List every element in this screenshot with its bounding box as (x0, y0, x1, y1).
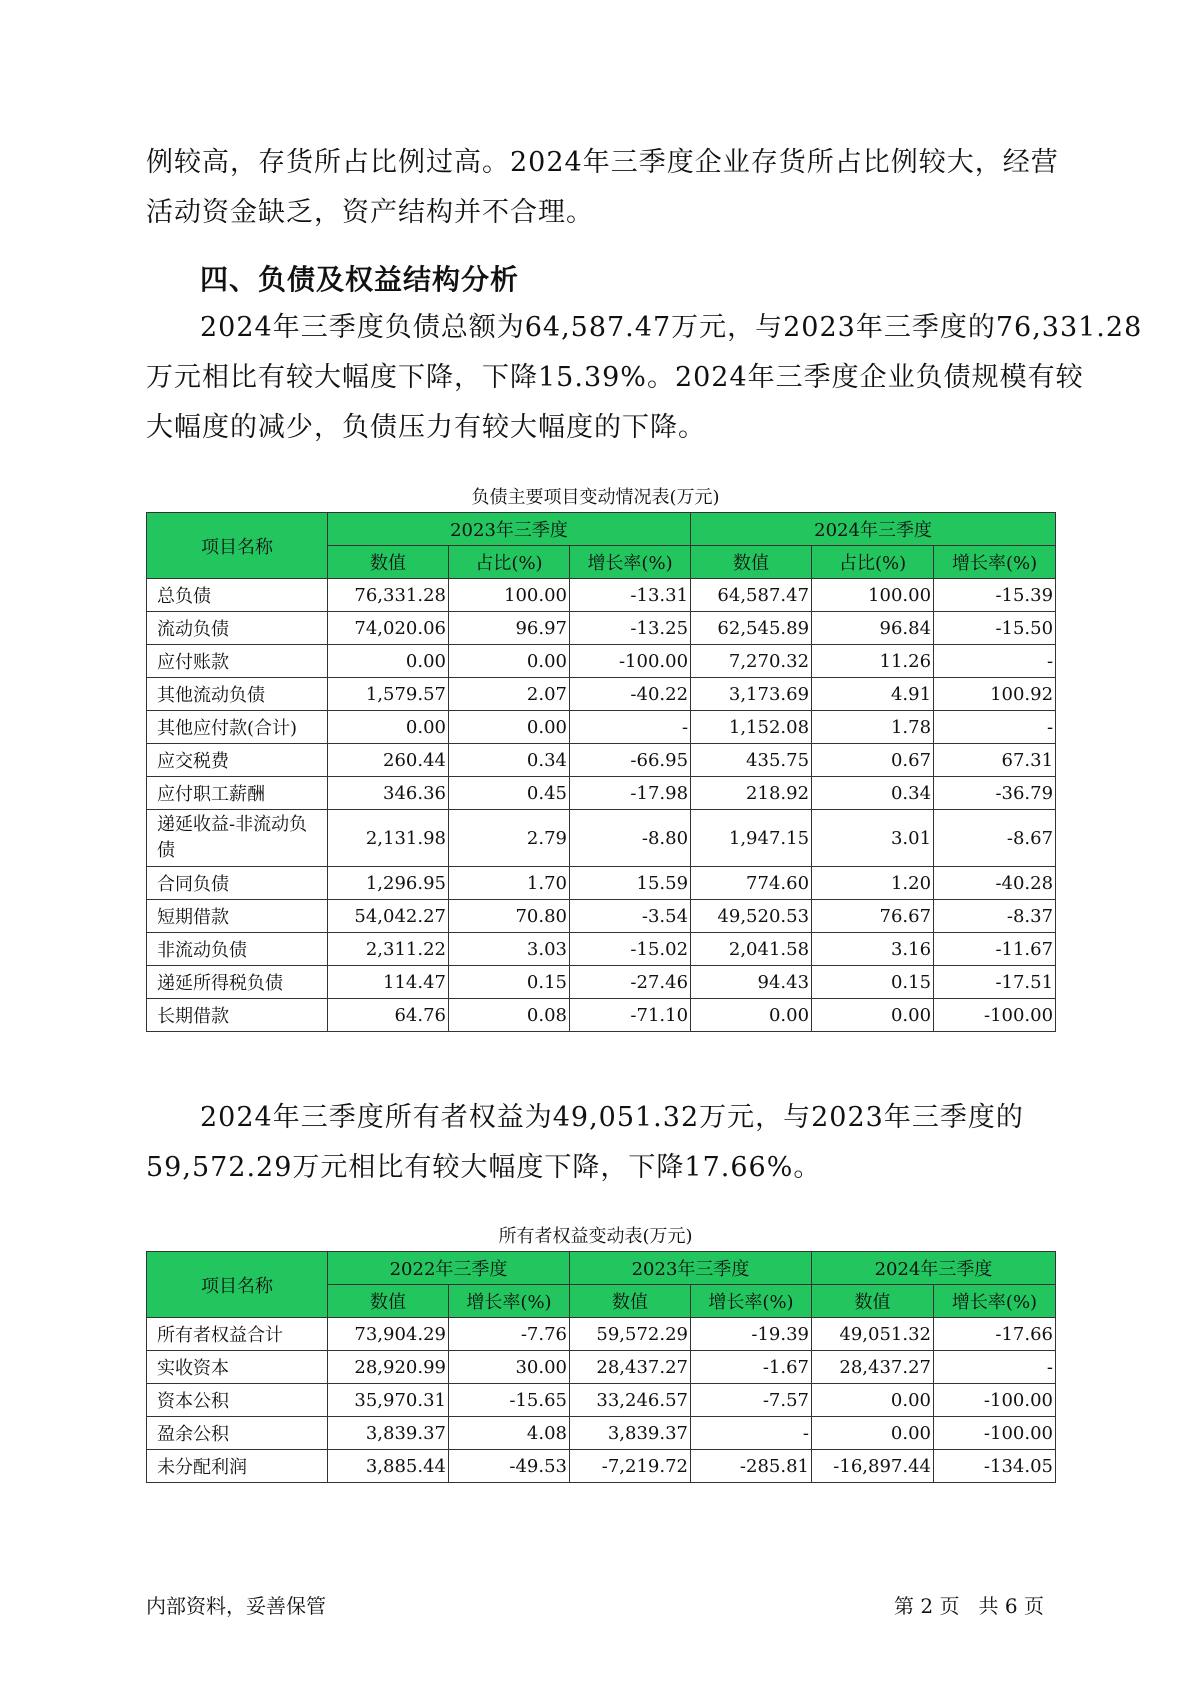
table-cell: 3,839.37 (570, 1417, 691, 1450)
section-heading: 四、负债及权益结构分析 (200, 263, 520, 296)
column-header: 占比(%) (812, 546, 934, 579)
table-cell: -7.76 (449, 1318, 570, 1351)
paragraph-liability-summary (146, 303, 1143, 453)
liabilities-table (146, 512, 1056, 1032)
table-cell: 0.15 (812, 966, 934, 999)
table-cell: 28,437.27 (570, 1351, 691, 1384)
table-cell: 0.00 (812, 999, 934, 1032)
table-cell: 3,173.69 (691, 678, 812, 711)
footer-confidential-note: 内部资料，妥善保管 (146, 1594, 326, 1618)
row-label: 其他应付款(合计) (147, 711, 328, 744)
table-cell: -285.81 (691, 1450, 812, 1483)
text-line: 万元相比有较大幅度下降，下降15.39%。2024年三季度企业负债规模有较 (146, 362, 1084, 393)
row-label: 应交税费 (147, 744, 328, 777)
table-cell: 35,970.31 (328, 1384, 449, 1417)
group-header: 2024年三季度 (812, 1252, 1056, 1285)
table-cell: 2.07 (449, 678, 570, 711)
row-label: 其他流动负债 (147, 678, 328, 711)
table-cell: -27.46 (570, 966, 691, 999)
table-cell: 0.15 (449, 966, 570, 999)
table-cell: 49,520.53 (691, 900, 812, 933)
row-label: 递延收益-非流动负债 (147, 810, 328, 867)
table-row (147, 1351, 1056, 1384)
row-label: 非流动负债 (147, 933, 328, 966)
table-row (147, 711, 1056, 744)
table-cell: -7,219.72 (570, 1450, 691, 1483)
table-cell: 114.47 (328, 966, 449, 999)
table-row (147, 579, 1056, 612)
group-header: 2024年三季度 (691, 513, 1056, 546)
table-cell: -7.57 (691, 1384, 812, 1417)
table-cell: 100.00 (449, 579, 570, 612)
text-line: 大幅度的减少，负债压力有较大幅度的下降。 (146, 412, 706, 443)
page-number: 第 2 页 共 6 页 (894, 1594, 1044, 1618)
row-label: 实收资本 (147, 1351, 328, 1384)
table-cell: 0.67 (812, 744, 934, 777)
column-header: 增长率(%) (449, 1285, 570, 1318)
table-row (147, 678, 1056, 711)
table-cell: -100.00 (934, 999, 1056, 1032)
equity-table-body (147, 1318, 1056, 1483)
table-cell: 3.01 (812, 810, 934, 867)
table-cell: 260.44 (328, 744, 449, 777)
table-caption-equity: 所有者权益变动表(万元) (498, 1226, 693, 1247)
table-cell: 0.00 (449, 711, 570, 744)
column-header: 数值 (691, 546, 812, 579)
table-cell: 1.78 (812, 711, 934, 744)
item-name-header: 项目名称 (147, 1252, 328, 1318)
equity-table (146, 1251, 1056, 1483)
liabilities-table-body (147, 579, 1056, 1032)
row-label: 流动负债 (147, 612, 328, 645)
row-label: 递延所得税负债 (147, 966, 328, 999)
table-row (147, 1450, 1056, 1483)
table-cell: -66.95 (570, 744, 691, 777)
table-cell: - (570, 711, 691, 744)
table-cell: 76.67 (812, 900, 934, 933)
table-cell: 0.08 (449, 999, 570, 1032)
table-cell: -17.66 (934, 1318, 1056, 1351)
table-cell: -15.50 (934, 612, 1056, 645)
table-row (147, 966, 1056, 999)
table-cell: 15.59 (570, 867, 691, 900)
table-row (147, 810, 1056, 867)
table-cell: 73,904.29 (328, 1318, 449, 1351)
table-cell: 0.34 (812, 777, 934, 810)
table-cell: 0.00 (691, 999, 812, 1032)
column-header: 数值 (328, 546, 449, 579)
column-header: 数值 (328, 1285, 449, 1318)
table-row (147, 900, 1056, 933)
table-row (147, 1384, 1056, 1417)
table-cell: 28,437.27 (812, 1351, 934, 1384)
row-label: 盈余公积 (147, 1417, 328, 1450)
column-header: 数值 (570, 1285, 691, 1318)
table-cell: -8.67 (934, 810, 1056, 867)
column-header: 增长率(%) (934, 1285, 1056, 1318)
table-cell: - (934, 645, 1056, 678)
table-cell: - (934, 1351, 1056, 1384)
group-header: 2022年三季度 (328, 1252, 570, 1285)
table-cell: 2,311.22 (328, 933, 449, 966)
row-label: 资本公积 (147, 1384, 328, 1417)
paragraph-equity-summary (146, 1093, 1046, 1193)
table-cell: 3.03 (449, 933, 570, 966)
paragraph-asset-structure (146, 138, 1059, 238)
table-cell: 4.91 (812, 678, 934, 711)
table-cell: 346.36 (328, 777, 449, 810)
table-cell: -15.02 (570, 933, 691, 966)
table-cell: 0.45 (449, 777, 570, 810)
table-row (147, 744, 1056, 777)
table-cell: 100.00 (812, 579, 934, 612)
table-cell: -17.51 (934, 966, 1056, 999)
text-line: 2024年三季度负债总额为64,587.47万元，与2023年三季度的76,331.28 (200, 312, 1143, 343)
table-cell: 0.00 (812, 1384, 934, 1417)
table-cell: -13.25 (570, 612, 691, 645)
table-cell: -11.67 (934, 933, 1056, 966)
column-header: 数值 (812, 1285, 934, 1318)
table-cell: 1,579.57 (328, 678, 449, 711)
table-cell: 7,270.32 (691, 645, 812, 678)
table-cell: 218.92 (691, 777, 812, 810)
table-cell: 62,545.89 (691, 612, 812, 645)
table-row (147, 933, 1056, 966)
table-cell: -16,897.44 (812, 1450, 934, 1483)
table-cell: 3.16 (812, 933, 934, 966)
table-cell: 0.00 (328, 645, 449, 678)
table-cell: 774.60 (691, 867, 812, 900)
table-cell: -13.31 (570, 579, 691, 612)
text-line: 59,572.29万元相比有较大幅度下降，下降17.66%。 (146, 1152, 822, 1183)
table-cell: 54,042.27 (328, 900, 449, 933)
table-row (147, 867, 1056, 900)
table-cell: 67.31 (934, 744, 1056, 777)
table-cell: -40.22 (570, 678, 691, 711)
text-line: 例较高，存货所占比例过高。2024年三季度企业存货所占比例较大，经营 (146, 147, 1059, 178)
row-label: 未分配利润 (147, 1450, 328, 1483)
row-label: 短期借款 (147, 900, 328, 933)
table-cell: 2,131.98 (328, 810, 449, 867)
table-cell: 1.20 (812, 867, 934, 900)
table-cell: -40.28 (934, 867, 1056, 900)
table-cell: - (691, 1417, 812, 1450)
row-label: 合同负债 (147, 867, 328, 900)
table-cell: 70.80 (449, 900, 570, 933)
group-header: 2023年三季度 (328, 513, 691, 546)
row-label: 长期借款 (147, 999, 328, 1032)
table-cell: 30.00 (449, 1351, 570, 1384)
table-cell: 0.34 (449, 744, 570, 777)
table-cell: 435.75 (691, 744, 812, 777)
table-cell: 0.00 (449, 645, 570, 678)
table-row (147, 645, 1056, 678)
group-header: 2023年三季度 (570, 1252, 812, 1285)
text-line: 2024年三季度所有者权益为49,051.32万元，与2023年三季度的 (200, 1102, 1024, 1133)
table-cell: 0.00 (812, 1417, 934, 1450)
table-cell: 100.92 (934, 678, 1056, 711)
column-header: 增长率(%) (691, 1285, 812, 1318)
table-cell: 4.08 (449, 1417, 570, 1450)
table-cell: 64,587.47 (691, 579, 812, 612)
table-cell: -100.00 (934, 1417, 1056, 1450)
table-cell: -15.39 (934, 579, 1056, 612)
column-header: 占比(%) (449, 546, 570, 579)
table-cell: - (934, 711, 1056, 744)
table-cell: 3,839.37 (328, 1417, 449, 1450)
table-cell: 96.97 (449, 612, 570, 645)
table-cell: 59,572.29 (570, 1318, 691, 1351)
table-cell: -1.67 (691, 1351, 812, 1384)
table-cell: -8.80 (570, 810, 691, 867)
table-cell: -71.10 (570, 999, 691, 1032)
row-label: 总负债 (147, 579, 328, 612)
row-label: 应付职工薪酬 (147, 777, 328, 810)
table-cell: 74,020.06 (328, 612, 449, 645)
table-cell: 28,920.99 (328, 1351, 449, 1384)
table-cell: 49,051.32 (812, 1318, 934, 1351)
table-cell: 33,246.57 (570, 1384, 691, 1417)
table-caption-liabilities: 负债主要项目变动情况表(万元) (471, 487, 720, 508)
table-cell: 1,152.08 (691, 711, 812, 744)
table-cell: 0.00 (328, 711, 449, 744)
table-cell: 94.43 (691, 966, 812, 999)
table-row (147, 1417, 1056, 1450)
table-cell: 1,296.95 (328, 867, 449, 900)
table-cell: -15.65 (449, 1384, 570, 1417)
row-label: 应付账款 (147, 645, 328, 678)
table-row (147, 999, 1056, 1032)
row-label: 所有者权益合计 (147, 1318, 328, 1351)
table-cell: -100.00 (570, 645, 691, 678)
column-header: 增长率(%) (934, 546, 1056, 579)
table-cell: 64.76 (328, 999, 449, 1032)
table-cell: 96.84 (812, 612, 934, 645)
table-cell: 1.70 (449, 867, 570, 900)
table-cell: 3,885.44 (328, 1450, 449, 1483)
table-cell: 76,331.28 (328, 579, 449, 612)
text-line: 活动资金缺乏，资产结构并不合理。 (146, 197, 594, 228)
table-cell: 2.79 (449, 810, 570, 867)
table-cell: -100.00 (934, 1384, 1056, 1417)
table-cell: 11.26 (812, 645, 934, 678)
table-row (147, 612, 1056, 645)
table-row (147, 1318, 1056, 1351)
item-name-header: 项目名称 (147, 513, 328, 579)
table-cell: -8.37 (934, 900, 1056, 933)
table-cell: -19.39 (691, 1318, 812, 1351)
table-cell: 2,041.58 (691, 933, 812, 966)
table-row (147, 777, 1056, 810)
table-cell: -134.05 (934, 1450, 1056, 1483)
column-header: 增长率(%) (570, 546, 691, 579)
table-cell: -17.98 (570, 777, 691, 810)
table-cell: -36.79 (934, 777, 1056, 810)
table-cell: -3.54 (570, 900, 691, 933)
table-cell: 1,947.15 (691, 810, 812, 867)
table-cell: -49.53 (449, 1450, 570, 1483)
